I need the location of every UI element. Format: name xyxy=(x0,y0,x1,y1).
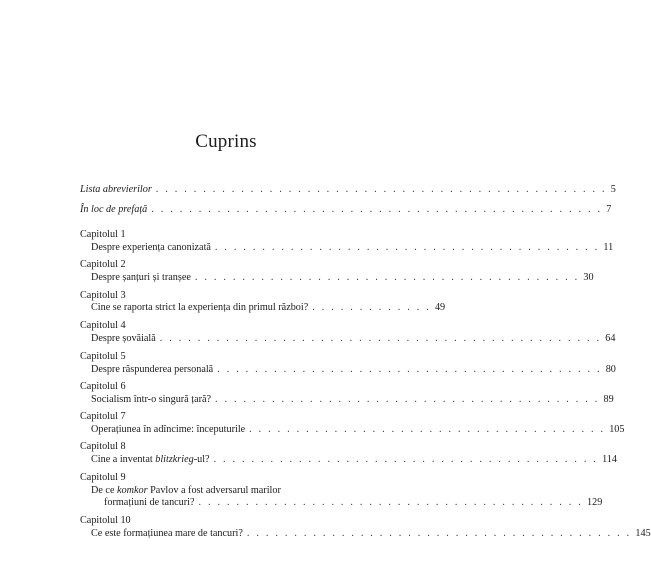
toc-entry-page: 5 xyxy=(610,184,616,195)
toc-entry-page: 49 xyxy=(434,302,446,313)
chapter-label: Capitolul 1 xyxy=(80,229,126,240)
page-title: Cuprins xyxy=(195,131,257,152)
leader-dots: . . . . . . . . . . . . . . . . . . . . . . . . . . . . . . . . . . . . . . . . . xyxy=(217,364,602,375)
toc-entry-label: Ce este formațiunea mare de tancuri? xyxy=(91,528,243,539)
toc-entry-chapter-9-line1 xyxy=(91,485,281,497)
chapter-label: Capitolul 8 xyxy=(80,441,126,452)
toc-entry-abbreviations xyxy=(80,184,616,196)
chapter-label: Capitolul 2 xyxy=(80,259,126,270)
chapter-label: Capitolul 6 xyxy=(80,381,126,392)
toc-entry-label xyxy=(91,454,210,466)
title-emphasis: komkor xyxy=(117,485,148,496)
leader-dots: . . . . . . . . . . . . . . . . . . . . . . . . . . . . . . . . . . . . . . . . . . . . . . . xyxy=(159,333,602,344)
leader-dots: . . . . . . . . . . . . . xyxy=(312,302,431,313)
leader-dots: . . . . . . . . . . . . . . . . . . . . . . . . . . . . . . . . . . . . . . . . . xyxy=(214,242,600,253)
chapter-label: Capitolul 3 xyxy=(80,290,126,301)
leader-dots: . . . . . . . . . . . . . . . . . . . . . . . . . . . . . . . . . . . . . . . . . . . . . . . . xyxy=(151,204,603,215)
leader-dots: . . . . . . . . . . . . . . . . . . . . . . . . . . . . . . . . . . . . . . . . . xyxy=(246,528,632,539)
title-text: -ul? xyxy=(193,454,210,465)
toc-entry-page: 105 xyxy=(609,424,625,435)
toc-entry-page: 30 xyxy=(583,272,594,283)
title-text: De ce xyxy=(91,485,118,496)
chapter-label: Capitolul 4 xyxy=(80,320,126,331)
leader-dots: . . . . . . . . . . . . . . . . . . . . . . . . . . . . . . . . . . . . . . xyxy=(249,424,606,435)
toc-entry-page: 7 xyxy=(606,204,612,215)
toc-entry-chapter-3 xyxy=(91,302,446,314)
toc-entry-chapter-9 xyxy=(104,497,603,509)
toc-entry-label: formațiuni de tancuri? xyxy=(104,497,195,508)
toc-entry-page: 80 xyxy=(605,364,616,375)
toc-entry-page: 145 xyxy=(635,528,651,539)
toc-entry-chapter-7 xyxy=(91,424,625,436)
toc-entry-page: 64 xyxy=(605,333,616,344)
toc-entry-chapter-1 xyxy=(91,242,614,254)
chapter-label: Capitolul 10 xyxy=(80,515,131,526)
title-text: Cine a inventat xyxy=(91,454,156,465)
toc-entry-chapter-10 xyxy=(91,528,651,540)
title-text: Pavlov a fost adversarul marilor xyxy=(147,485,281,496)
leader-dots: . . . . . . . . . . . . . . . . . . . . . . . . . . . . . . . . . . . . . . . . . . . . . . . . xyxy=(155,184,607,195)
toc-entry-page: 114 xyxy=(602,454,617,465)
toc-entry-page: 89 xyxy=(603,394,614,405)
toc-entry-label: Operațiunea în adîncime: începuturile xyxy=(91,424,246,435)
title-emphasis: blitzkrieg xyxy=(155,454,194,465)
toc-entry-page: 129 xyxy=(587,497,603,508)
chapter-label: Capitolul 9 xyxy=(80,472,126,483)
leader-dots: . . . . . . . . . . . . . . . . . . . . . . . . . . . . . . . . . . . . . . . . . xyxy=(198,497,584,508)
toc-entry-chapter-5 xyxy=(91,364,616,376)
toc-entry-chapter-4 xyxy=(91,333,616,345)
toc-entry-label: Despre șovăială xyxy=(91,333,156,344)
leader-dots: . . . . . . . . . . . . . . . . . . . . . . . . . . . . . . . . . . . . . . . . . xyxy=(194,272,580,283)
chapter-label: Capitolul 5 xyxy=(80,351,126,362)
toc-entry-chapter-6 xyxy=(91,394,614,406)
toc-entry-label: Socialism într-o singură țară? xyxy=(91,394,212,405)
toc-entry-label: Despre răspunderea personală xyxy=(91,364,214,375)
toc-entry-label: Cine se raporta strict la experiența din primul război? xyxy=(91,302,309,313)
toc-entry-page: 11 xyxy=(603,242,614,253)
toc-entry-label: Despre experiența canonizată xyxy=(91,242,211,253)
toc-entry-label: Despre șanțuri și tranșee xyxy=(91,272,191,283)
toc-entry-preface xyxy=(80,204,612,216)
toc-entry-chapter-2 xyxy=(91,272,594,284)
toc-entry-chapter-8 xyxy=(91,454,617,466)
toc-entry-label: În loc de prefață xyxy=(80,204,148,215)
chapter-label: Capitolul 7 xyxy=(80,411,126,422)
toc-entry-label: Lista abrevierilor xyxy=(80,184,152,195)
leader-dots: . . . . . . . . . . . . . . . . . . . . . . . . . . . . . . . . . . . . . . . . . xyxy=(215,394,600,405)
leader-dots: . . . . . . . . . . . . . . . . . . . . . . . . . . . . . . . . . . . . . . . . . xyxy=(213,454,599,465)
